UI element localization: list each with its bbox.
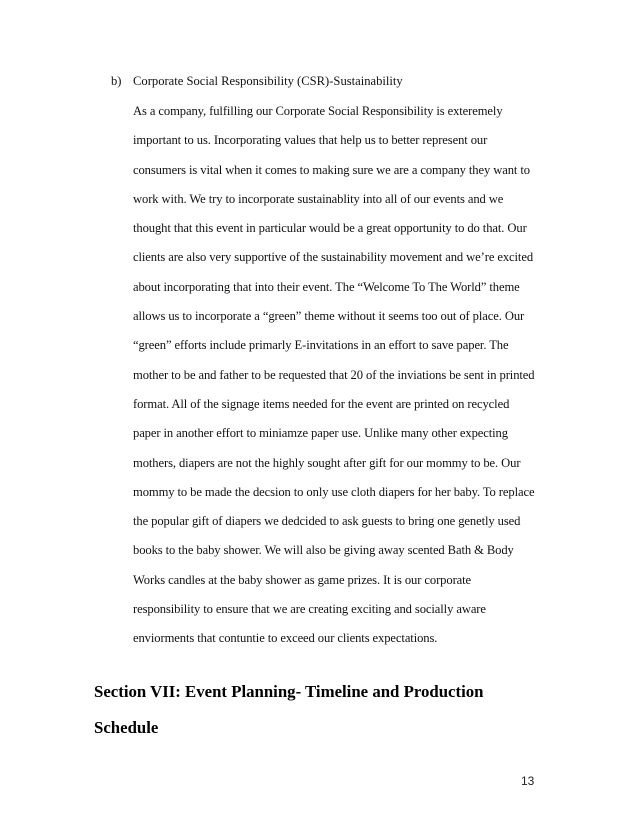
section-heading (94, 674, 554, 746)
paragraph-line: responsibility to ensure that we are creating exciting and socially aware (133, 602, 486, 617)
paragraph-line: “green” efforts include primarly E-invitations in an effort to save paper. The (133, 338, 509, 353)
paragraph-line: the popular gift of diapers we dedcided to ask guests to bring one genetly used (133, 514, 521, 529)
paragraph-line: thought that this event in particular would be a great opportunity to do that. Our (133, 221, 527, 236)
paragraph-line: As a company, fulfilling our Corporate Social Responsibility is exteremely (133, 104, 503, 118)
list-marker: b) (111, 74, 122, 88)
paragraph-line: about incorporating that into their event. The “Welcome To The World” theme (133, 279, 520, 294)
paragraph-line: Works candles at the baby shower as game prizes. It is our corporate (133, 572, 472, 587)
paragraph-line: mothers, diapers are not the highly sought after gift for our mommy to be. Our (133, 455, 521, 470)
page-number: 13 (521, 774, 535, 788)
section-heading-line-1: Section VII: Event Planning- Timeline and Production (94, 682, 484, 701)
paragraph-line: mommy to be made the decsion to only use cloth diapers for her baby. To replace (133, 484, 535, 499)
paragraph-line: consumers is vital when it comes to making sure we are a company they want to (133, 162, 530, 177)
subsection-title: Corporate Social Responsibility (CSR)-Sustainability (133, 74, 403, 88)
paragraph-line: enviorments that contuntie to exceed our clients expectations. (133, 631, 438, 646)
paragraph-line: allows us to incorporate a “green” theme without it seems too out of place. Our (133, 309, 525, 324)
paragraph-line: clients are also very supportive of the sustainability movement and we’re excited (133, 250, 534, 265)
paragraph-line: format. All of the signage items needed for the event are printed on recycled (133, 396, 510, 411)
paragraph-line: paper in another effort to miniamze paper use. Unlike many other expecting (133, 426, 508, 441)
paragraph-line: work with. We try to incorporate sustainablity into all of our events and we (133, 191, 504, 206)
section-heading-line-2: Schedule (94, 718, 159, 737)
paragraph-line: books to the baby shower. We will also be giving away scented Bath & Body (133, 543, 514, 558)
paragraph-line: mother to be and father to be requested that 20 of the inviations be sent in printed (133, 367, 535, 382)
body-paragraph (133, 97, 553, 654)
subsection-heading (111, 74, 403, 89)
paragraph-line: important to us. Incorporating values that help us to better represent our (133, 133, 488, 148)
